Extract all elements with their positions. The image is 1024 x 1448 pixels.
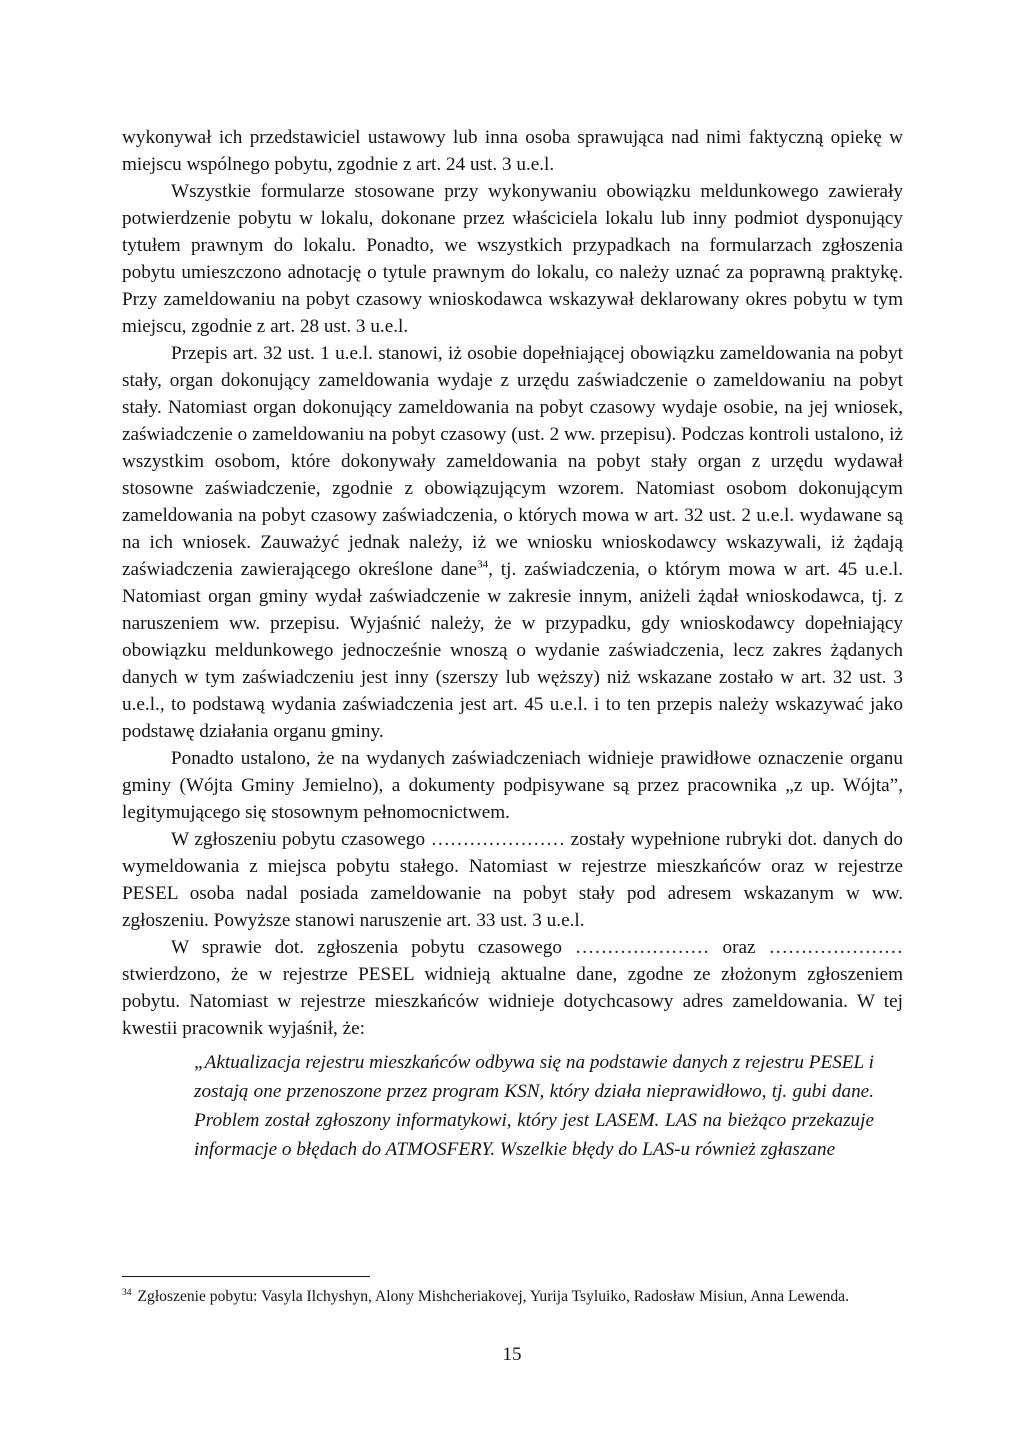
paragraph-forms: Wszystkie formularze stosowane przy wykonywaniu obowiązku meldunkowego zawierały potwierdzenie pobytu w lokalu, dokonane przez właściciela lokalu lub inny podmiot dysponujący tytułem prawnym do lokalu. Ponadto, we wszystkich przypadkach na formularzach zgłoszenia pobytu umieszczono adnotację o tytule prawnym do lokalu, co należy uznać za poprawną praktykę. Przy zameldowaniu na pobyt czasowy wnioskodawca wskazywał deklarowany okres pobytu w tym miejscu, zgodnie z art. 28 ust. 3 u.e.l. — [122, 181, 903, 337]
footnote-separator — [122, 1276, 370, 1277]
paragraph-temporary-stay: W zgłoszeniu pobytu czasowego ………………… zostały wypełnione rubryki dot. danych do wymeldowania z miejsca pobytu stałego. Natomiast w rejestrze mieszkańców oraz w rejestrze PESEL osoba nadal posiada zameldowanie na pobyt stały pod adresem wskazanym w ww. zgłoszeniu. Powyższe stanowi naruszenie art. 33 ust. 3 u.e.l. — [122, 829, 903, 931]
paragraph-continuation: wykonywał ich przedstawiciel ustawowy lub inna osoba sprawująca nad nimi faktyczną opiekę w miejscu wspólnego pobytu, zgodnie z art. 24 ust. 3 u.e.l. — [122, 127, 903, 175]
block-quote: „Aktualizacja rejestru mieszkańców odbywa się na podstawie danych z rejestru PESEL i zostają one przenoszone przez program KSN, który działa nieprawidłowo, tj. gubi dane. Problem został zgłoszony informatykowi, który jest LASEM. LAS na bieżąco przekazuje informacje o błędach do ATMOSFERY. Wszelkie błędy do LAS-u również zgłaszane — [194, 1052, 874, 1160]
page-number: 15 — [502, 1344, 522, 1365]
footnote — [122, 1287, 903, 1307]
paragraph-certificates-text-cont: , tj. zaświadczenia, o którym mowa w art. 45 u.e.l. Natomiast organ gminy wydał zaświadczenie w zakresie innym, aniżeli żądał wnioskodawca, tj. z naruszeniem ww. przepisu. Wyjaśnić należy, że w przypadku, gdy wnioskodawcy dopełniający obowiązku meldunkowego jednocześnie wnoszą o wydanie zaświadczenia, lecz zakres żądanych danych w tym zaświadczeniu jest inny (szerszy lub węższy) niż wskazane zostało w art. 32 ust. 3 u.e.l., to podstawą wydania zaświadczenia jest art. 45 u.e.l. i to ten przepis należy wskazywać jako podstawę działania organu gminy. — [122, 559, 904, 742]
footnote-text: Zgłoszenie pobytu: Vasyla Ilchyshyn, Alony Mishcheriakovej, Yurija Tsyluiko, Radosław Misiun, Anna Lewenda. — [137, 1288, 849, 1305]
paragraph-designation: Ponadto ustalono, że na wydanych zaświadczeniach widnieje prawidłowe oznaczenie organu gminy (Wójta Gminy Jemielno), a dokumenty podpisywane są przez pracownika „z up. Wójta”, legitymującego się stosownym pełnomocnictwem. — [122, 748, 903, 823]
paragraph-pesel: W sprawie dot. zgłoszenia pobytu czasowego ………………… oraz ………………… stwierdzono, że w rejestrze PESEL widnieją aktualne dane, zgodne ze złożonym zgłoszeniem pobytu. Natomiast w rejestrze mieszkańców widnieje dotychcasowy adres zameldowania. W tej kwestii pracownik wyjaśnił, że: — [122, 937, 903, 1039]
paragraph-certificates-text: Przepis art. 32 ust. 1 u.e.l. stanowi, iż osobie dopełniającej obowiązku zameldowania na pobyt stały, organ dokonujący zameldowania wydaje z urzędu zaświadczenie o zameldowaniu na pobyt stały. Natomiast organ dokonujący zameldowania na pobyt czasowy wydaje osobie, na jej wniosek, zaświadczenie o zameldowaniu na pobyt czasowy (ust. 2 ww. przepisu). Podczas kontroli ustalono, iż wszystkim osobom, które dokonywały zameldowania na pobyt stały organ z urzędu wydawał stosowne zaświadczenie, zgodnie z obowiązującym wzorem. Natomiast osobom dokonującym zameldowania na pobyt czasowy zaświadczenia, o których mowa w art. 32 ust. 2 u.e.l. wydawane są na ich wniosek. Zauważyć jednak należy, iż we wniosku wnioskodawcy wskazywali, iż żądają zaświadczenia zawierającego określone dane — [122, 343, 903, 580]
footnote-reference[interactable]: 34 — [477, 558, 489, 571]
footnote-number: 34 — [122, 1287, 132, 1298]
body-text — [122, 124, 903, 1164]
paragraph-certificates — [122, 340, 903, 745]
